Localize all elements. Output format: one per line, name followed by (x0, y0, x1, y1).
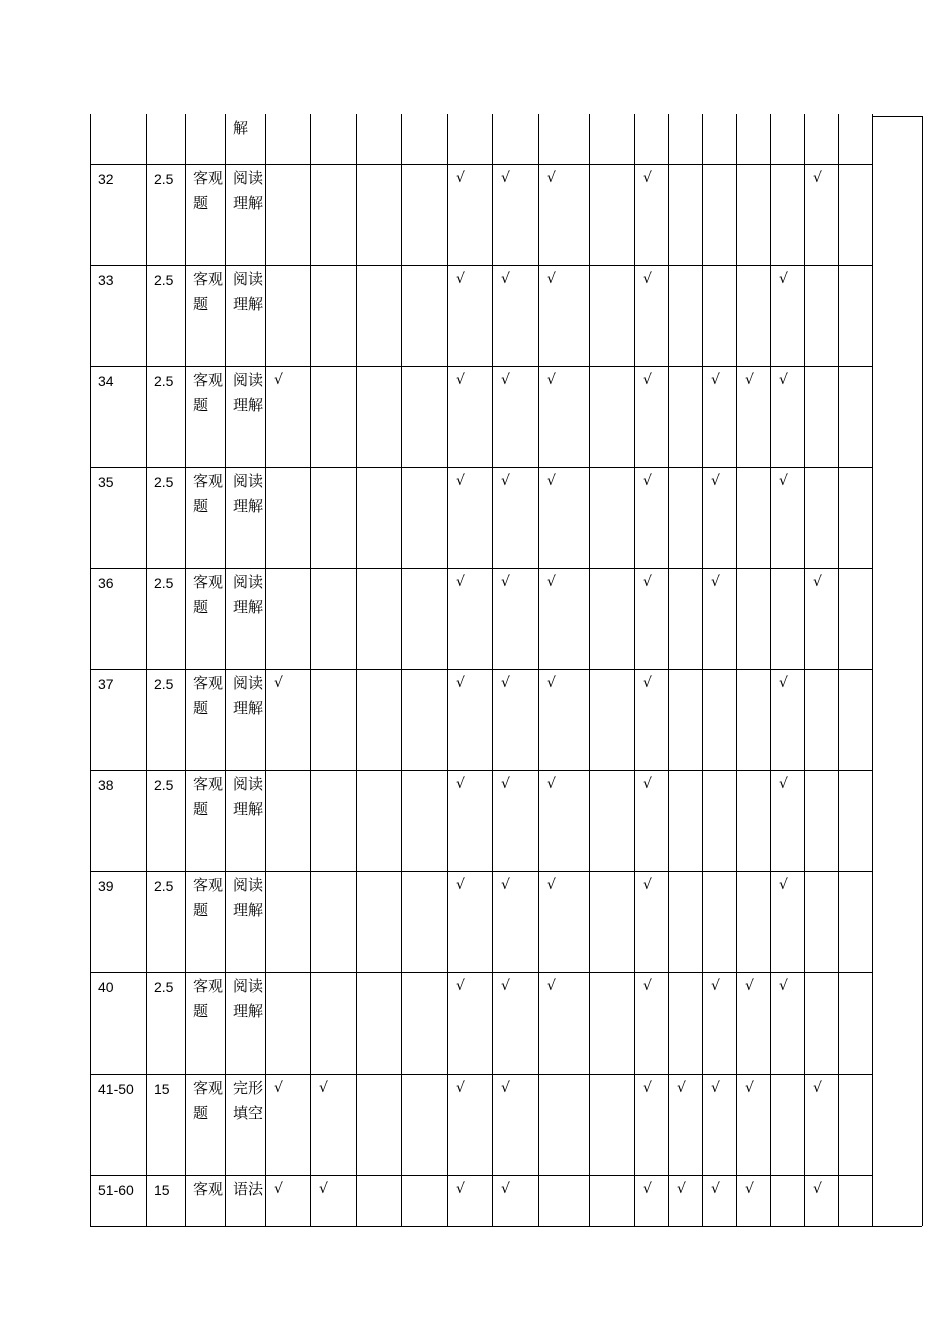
question-number-cell: 34 (98, 373, 114, 389)
checkmark-cell: √ (501, 1080, 510, 1096)
checkmark-cell: √ (501, 574, 510, 590)
checkmark-cell (736, 770, 770, 871)
checkmark-cell: √ (547, 776, 556, 792)
checkmark-cell (310, 265, 356, 366)
checkmark-cell (356, 366, 401, 467)
checkmark-cell (668, 972, 702, 1074)
checkmark-cell: √ (677, 1181, 686, 1197)
checkmark-cell: √ (456, 1080, 465, 1096)
score-cell: 2.5 (154, 878, 174, 894)
question-type-cell: 客观题 (193, 270, 224, 313)
score-cell: 2.5 (154, 575, 174, 591)
checkmark-cell (668, 265, 702, 366)
checkmark-cell: √ (779, 675, 788, 691)
checkmark-cell: √ (501, 776, 510, 792)
checkmark-cell: √ (319, 1181, 328, 1197)
checkmark-cell (401, 1175, 447, 1226)
checkmark-cell (668, 366, 702, 467)
checkmark-cell (265, 871, 310, 972)
checkmark-cell: √ (319, 1080, 328, 1096)
checkmark-cell (589, 871, 634, 972)
checkmark-cell: √ (456, 877, 465, 893)
checkmark-cell: √ (643, 776, 652, 792)
checkmark-cell: √ (711, 1080, 720, 1096)
checkmark-cell (589, 366, 634, 467)
checkmark-cell (804, 467, 838, 568)
checkmark-cell (589, 265, 634, 366)
checkmark-cell (310, 871, 356, 972)
question-type-cell: 客观题 (193, 775, 224, 818)
section-cell: 阅读理解 (233, 573, 264, 616)
checkmark-cell (838, 770, 872, 871)
checkmark-cell: √ (274, 675, 283, 691)
checkmark-cell (838, 972, 872, 1074)
checkmark-cell: √ (501, 271, 510, 287)
checkmark-cell (770, 164, 804, 265)
question-type-cell: 客观 (193, 1180, 224, 1198)
checkmark-cell: √ (547, 473, 556, 489)
checkmark-cell: √ (547, 978, 556, 994)
checkmark-cell (736, 669, 770, 770)
checkmark-cell (310, 972, 356, 1074)
checkmark-cell: √ (501, 473, 510, 489)
score-cell: 2.5 (154, 272, 174, 288)
checkmark-cell: √ (456, 978, 465, 994)
checkmark-cell (668, 770, 702, 871)
checkmark-cell: √ (813, 574, 822, 590)
checkmark-cell (589, 1074, 634, 1175)
checkmark-cell (668, 669, 702, 770)
checkmark-cell: √ (501, 170, 510, 186)
checkmark-cell (265, 164, 310, 265)
checkmark-cell (356, 871, 401, 972)
checkmark-cell: √ (643, 170, 652, 186)
question-number-cell: 38 (98, 777, 114, 793)
checkmark-cell (589, 669, 634, 770)
checkmark-cell (804, 265, 838, 366)
checkmark-cell (838, 265, 872, 366)
checkmark-cell: √ (779, 473, 788, 489)
section-cell: 解 (233, 119, 249, 137)
checkmark-cell: √ (779, 978, 788, 994)
checkmark-cell (310, 164, 356, 265)
question-number-cell: 35 (98, 474, 114, 490)
checkmark-cell (356, 568, 401, 669)
checkmark-cell (538, 1175, 589, 1226)
checkmark-cell (804, 366, 838, 467)
section-cell: 阅读理解 (233, 472, 264, 515)
question-number-cell: 36 (98, 575, 114, 591)
checkmark-cell (356, 1175, 401, 1226)
checkmark-cell (736, 568, 770, 669)
score-cell: 2.5 (154, 373, 174, 389)
section-cell: 阅读理解 (233, 674, 264, 717)
checkmark-cell: √ (643, 473, 652, 489)
score-cell: 2.5 (154, 676, 174, 692)
checkmark-cell (310, 770, 356, 871)
checkmark-cell (265, 467, 310, 568)
checkmark-cell: √ (643, 271, 652, 287)
checkmark-cell (770, 568, 804, 669)
checkmark-cell: √ (643, 574, 652, 590)
checkmark-cell: √ (501, 978, 510, 994)
checkmark-cell: √ (745, 372, 754, 388)
checkmark-cell (838, 164, 872, 265)
checkmark-cell (589, 164, 634, 265)
question-number-cell: 33 (98, 272, 114, 288)
checkmark-cell: √ (547, 675, 556, 691)
checkmark-cell (356, 972, 401, 1074)
question-type-cell: 客观题 (193, 1079, 224, 1122)
checkmark-cell (356, 1074, 401, 1175)
checkmark-cell: √ (547, 574, 556, 590)
checkmark-cell: √ (547, 170, 556, 186)
score-cell: 15 (154, 1182, 170, 1198)
checkmark-cell (265, 568, 310, 669)
checkmark-cell (838, 366, 872, 467)
score-cell: 2.5 (154, 474, 174, 490)
question-number-cell: 37 (98, 676, 114, 692)
checkmark-cell: √ (456, 473, 465, 489)
question-type-cell: 客观题 (193, 876, 224, 919)
section-cell: 语法 (233, 1180, 264, 1198)
checkmark-cell (401, 871, 447, 972)
checkmark-cell: √ (711, 372, 720, 388)
checkmark-cell: √ (745, 978, 754, 994)
checkmark-cell (401, 972, 447, 1074)
checkmark-cell (589, 568, 634, 669)
checkmark-cell: √ (501, 372, 510, 388)
section-cell: 阅读理解 (233, 977, 264, 1020)
checkmark-cell (356, 164, 401, 265)
question-type-cell: 客观题 (193, 573, 224, 616)
section-cell: 阅读理解 (233, 371, 264, 414)
checkmark-cell (265, 770, 310, 871)
checkmark-cell (804, 669, 838, 770)
checkmark-cell (702, 164, 736, 265)
checkmark-cell (804, 770, 838, 871)
checkmark-cell: √ (711, 978, 720, 994)
checkmark-cell: √ (547, 877, 556, 893)
checkmark-cell (838, 1175, 872, 1226)
section-cell: 阅读理解 (233, 876, 264, 919)
frame-top-line (872, 116, 922, 118)
checkmark-cell (589, 1175, 634, 1226)
checkmark-cell: √ (711, 1181, 720, 1197)
checkmark-cell: √ (745, 1080, 754, 1096)
checkmark-cell (668, 467, 702, 568)
checkmark-cell (401, 164, 447, 265)
checkmark-cell: √ (813, 170, 822, 186)
checkmark-cell: √ (643, 978, 652, 994)
checkmark-cell (770, 1175, 804, 1226)
checkmark-cell: √ (274, 1080, 283, 1096)
checkmark-cell (401, 1074, 447, 1175)
checkmark-cell: √ (711, 574, 720, 590)
checkmark-cell: √ (779, 877, 788, 893)
checkmark-cell: √ (547, 271, 556, 287)
checkmark-cell: √ (813, 1080, 822, 1096)
question-number-cell: 40 (98, 979, 114, 995)
checkmark-cell (736, 871, 770, 972)
checkmark-cell: √ (274, 1181, 283, 1197)
checkmark-cell: √ (643, 1080, 652, 1096)
checkmark-cell: √ (456, 1181, 465, 1197)
checkmark-cell: √ (813, 1181, 822, 1197)
checkmark-cell (401, 467, 447, 568)
section-cell: 阅读理解 (233, 775, 264, 818)
checkmark-cell (401, 366, 447, 467)
checkmark-cell (310, 568, 356, 669)
checkmark-cell (838, 1074, 872, 1175)
checkmark-cell (668, 568, 702, 669)
checkmark-cell (401, 265, 447, 366)
score-cell: 2.5 (154, 979, 174, 995)
checkmark-cell: √ (643, 1181, 652, 1197)
checkmark-cell (310, 669, 356, 770)
score-cell: 2.5 (154, 171, 174, 187)
checkmark-cell (838, 669, 872, 770)
score-cell: 2.5 (154, 777, 174, 793)
checkmark-cell (401, 568, 447, 669)
checkmark-cell (265, 972, 310, 1074)
checkmark-cell (838, 467, 872, 568)
checkmark-cell: √ (456, 675, 465, 691)
checkmark-cell (538, 1074, 589, 1175)
checkmark-cell: √ (779, 271, 788, 287)
checkmark-cell (356, 265, 401, 366)
checkmark-cell (668, 164, 702, 265)
checkmark-cell: √ (501, 675, 510, 691)
checkmark-cell (356, 770, 401, 871)
question-number-cell: 32 (98, 171, 114, 187)
question-number-cell: 39 (98, 878, 114, 894)
question-type-cell: 客观题 (193, 674, 224, 717)
checkmark-cell: √ (456, 776, 465, 792)
checkmark-cell: √ (456, 170, 465, 186)
question-number-cell: 51-60 (98, 1182, 134, 1198)
checkmark-cell: √ (779, 372, 788, 388)
checkmark-cell (589, 770, 634, 871)
question-type-cell: 客观题 (193, 472, 224, 515)
checkmark-cell (838, 871, 872, 972)
question-type-cell: 客观题 (193, 371, 224, 414)
question-type-cell: 客观题 (193, 977, 224, 1020)
checkmark-cell (736, 467, 770, 568)
section-cell: 完形填空 (233, 1079, 264, 1122)
checkmark-cell: √ (456, 372, 465, 388)
checkmark-cell: √ (643, 372, 652, 388)
checkmark-cell: √ (643, 877, 652, 893)
checkmark-cell (401, 770, 447, 871)
question-number-cell: 41-50 (98, 1081, 134, 1097)
frame-right-line (922, 116, 924, 1226)
checkmark-cell (804, 871, 838, 972)
checkmark-cell (702, 871, 736, 972)
checkmark-cell: √ (274, 372, 283, 388)
section-cell: 阅读理解 (233, 270, 264, 313)
score-cell: 15 (154, 1081, 170, 1097)
checkmark-cell (668, 871, 702, 972)
checkmark-cell: √ (677, 1080, 686, 1096)
checkmark-cell (589, 467, 634, 568)
checkmark-cell (589, 972, 634, 1074)
checkmark-cell (838, 568, 872, 669)
checkmark-cell (770, 1074, 804, 1175)
checkmark-cell: √ (711, 473, 720, 489)
checkmark-cell (702, 770, 736, 871)
checkmark-cell (356, 467, 401, 568)
checkmark-cell: √ (547, 372, 556, 388)
checkmark-cell (736, 265, 770, 366)
checkmark-cell (310, 467, 356, 568)
checkmark-cell (265, 265, 310, 366)
question-type-cell: 客观题 (193, 169, 224, 212)
checkmark-cell (310, 366, 356, 467)
checkmark-cell (804, 972, 838, 1074)
checkmark-cell: √ (779, 776, 788, 792)
checkmark-cell: √ (643, 675, 652, 691)
checkmark-cell: √ (501, 877, 510, 893)
checkmark-cell (356, 669, 401, 770)
checkmark-cell: √ (456, 271, 465, 287)
checkmark-cell (736, 164, 770, 265)
checkmark-cell: √ (501, 1181, 510, 1197)
checkmark-cell (702, 669, 736, 770)
checkmark-cell (702, 265, 736, 366)
checkmark-cell: √ (745, 1181, 754, 1197)
checkmark-cell (401, 669, 447, 770)
section-cell: 阅读理解 (233, 169, 264, 212)
checkmark-cell: √ (456, 574, 465, 590)
